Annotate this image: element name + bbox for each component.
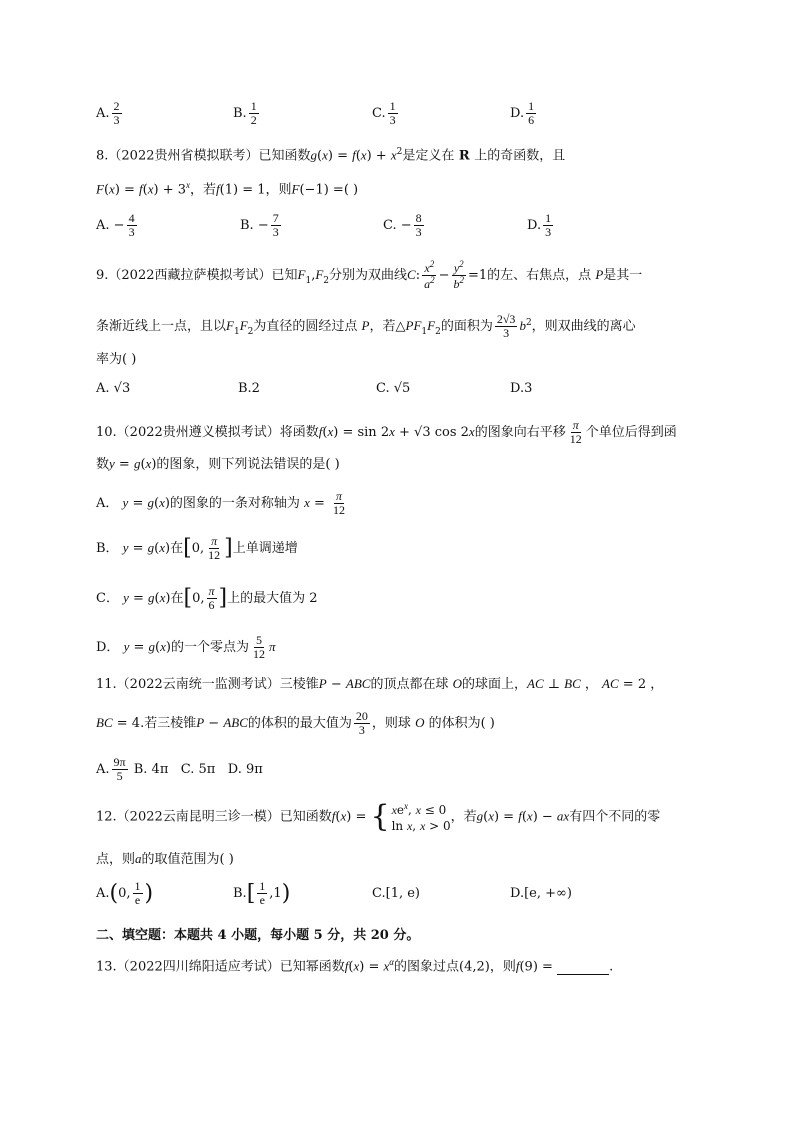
q13-line: 13.（2022四川绵阳适应考试）已知幂函数$f(x) = x^\alpha$的图象过点(4,2)，则f(9) = . bbox=[96, 957, 614, 975]
q8-option-a: A. − $\frac{4}{3}$ bbox=[96, 211, 135, 240]
q7-option-d: D. $\frac{1}{6}$ bbox=[510, 99, 535, 128]
q8-option-b: B. − $\frac{7}{3}$ bbox=[240, 211, 279, 240]
q11-line2: BC = 4.若三棱锥P − ABC的体积的最大值为 $\frac{20}{3}$ ，则球 O 的体积为( ) bbox=[96, 709, 495, 738]
q9-option-d: D.3 bbox=[510, 381, 533, 396]
q11-option-d: D. 9π bbox=[227, 762, 263, 778]
q10-option-c: C． y = g(x)在[0, $\frac{\pi}{6}$ ]上的最大值为 2 bbox=[96, 584, 318, 613]
q8-line1: 8.（2022贵州省模拟联考）已知函数$g(x) = f(x) + x^2$是定义在 R 上的奇函数，且 bbox=[96, 147, 566, 164]
q10-option-b: B． y = g(x)在[0, $\frac{\pi}{12}$ ]上单调递增 bbox=[96, 534, 298, 563]
q12-option-d: D.[e, +∞) bbox=[510, 886, 572, 901]
q12-line1: 12.（2022云南昆明三诊一模）已知函数f(x) = { $xe^x$, x ≤ 0 ln x, x > 0 ，若g(x) = f(x) − ax有四个不同的零 bbox=[96, 799, 661, 835]
q12-option-b: B.[ $\frac{1}{e}$ ,1) bbox=[233, 879, 291, 908]
q9-option-c: C. √5 bbox=[376, 381, 411, 396]
q9-option-a: A. √3 bbox=[96, 381, 131, 396]
q7-option-a: A. $\frac{2}{3}$ bbox=[96, 99, 120, 128]
q7-option-b: B. $\frac{1}{2}$ bbox=[233, 99, 257, 128]
q11-option-c: C. 5π bbox=[180, 762, 216, 778]
q11-option-b: B. 4π bbox=[133, 762, 169, 778]
q9-option-b: B.2 bbox=[238, 381, 260, 396]
q10-option-a: A． y = g(x)的图象的一条对称轴为 x = $\frac{\pi}{12}$ bbox=[96, 489, 346, 518]
q11-option-a: A. $\frac{9\pi}{5}$ bbox=[96, 755, 126, 784]
q9-line2: 条渐近线上一点，且以$F_1F_2$为直径的圆经过点 P，若$\triangle PF_1F_2$的面积为 $\frac{2√3}{3}$ $b^2$，则双曲线的离心 bbox=[96, 312, 636, 341]
q10-line2: 数y = g(x)的图象，则下列说法错误的是( ) bbox=[96, 456, 340, 472]
answer-blank[interactable] bbox=[557, 962, 609, 975]
q10-line1: 10.（2022贵州遵义模拟考试）将函数f(x) = sin 2x + √3 cos 2x的图象向右平移 $\frac{\pi}{12}$ 个单位后得到函 bbox=[96, 418, 677, 447]
q10-option-d: D． y = g(x)的一个零点为 $\frac{5}{12}$ π bbox=[96, 633, 276, 662]
q12-line2: 点，则a的取值范围为( ) bbox=[96, 851, 234, 867]
q8-option-d: D. $\frac{1}{3}$ bbox=[527, 211, 552, 240]
q7-option-c: C. $\frac{1}{3}$ bbox=[372, 99, 396, 128]
q12-option-a: A.(0, $\frac{1}{e}$ ) bbox=[96, 879, 154, 908]
q11-options bbox=[96, 756, 263, 783]
section-heading: 二、填空题：本题共 4 小题，每小题 5 分，共 20 分。 bbox=[96, 928, 420, 943]
q9-line1: 9.（2022西藏拉萨模拟考试）已知$F_1,F_2$分别为双曲线C: $\frac{x^2}{a^2}$ − $\frac{y^2}{b^2}$ =1的左、右焦点，点 P是其一 bbox=[96, 259, 643, 292]
q9-line3: 率为( ) bbox=[96, 352, 137, 367]
q8-option-c: C. − $\frac{8}{3}$ bbox=[383, 211, 422, 240]
q11-line1: 11.（2022云南统一监测考试）三棱锥P − ABC的顶点都在球 O的球面上，AC ⊥ BC ， AC = 2 ， bbox=[96, 676, 664, 692]
q8-line2: $F(x) = f(x) + 3^x$，若f(1) = 1，则F(−1) =( ) bbox=[96, 180, 359, 198]
q12-option-c: C.[1, e) bbox=[372, 886, 420, 901]
